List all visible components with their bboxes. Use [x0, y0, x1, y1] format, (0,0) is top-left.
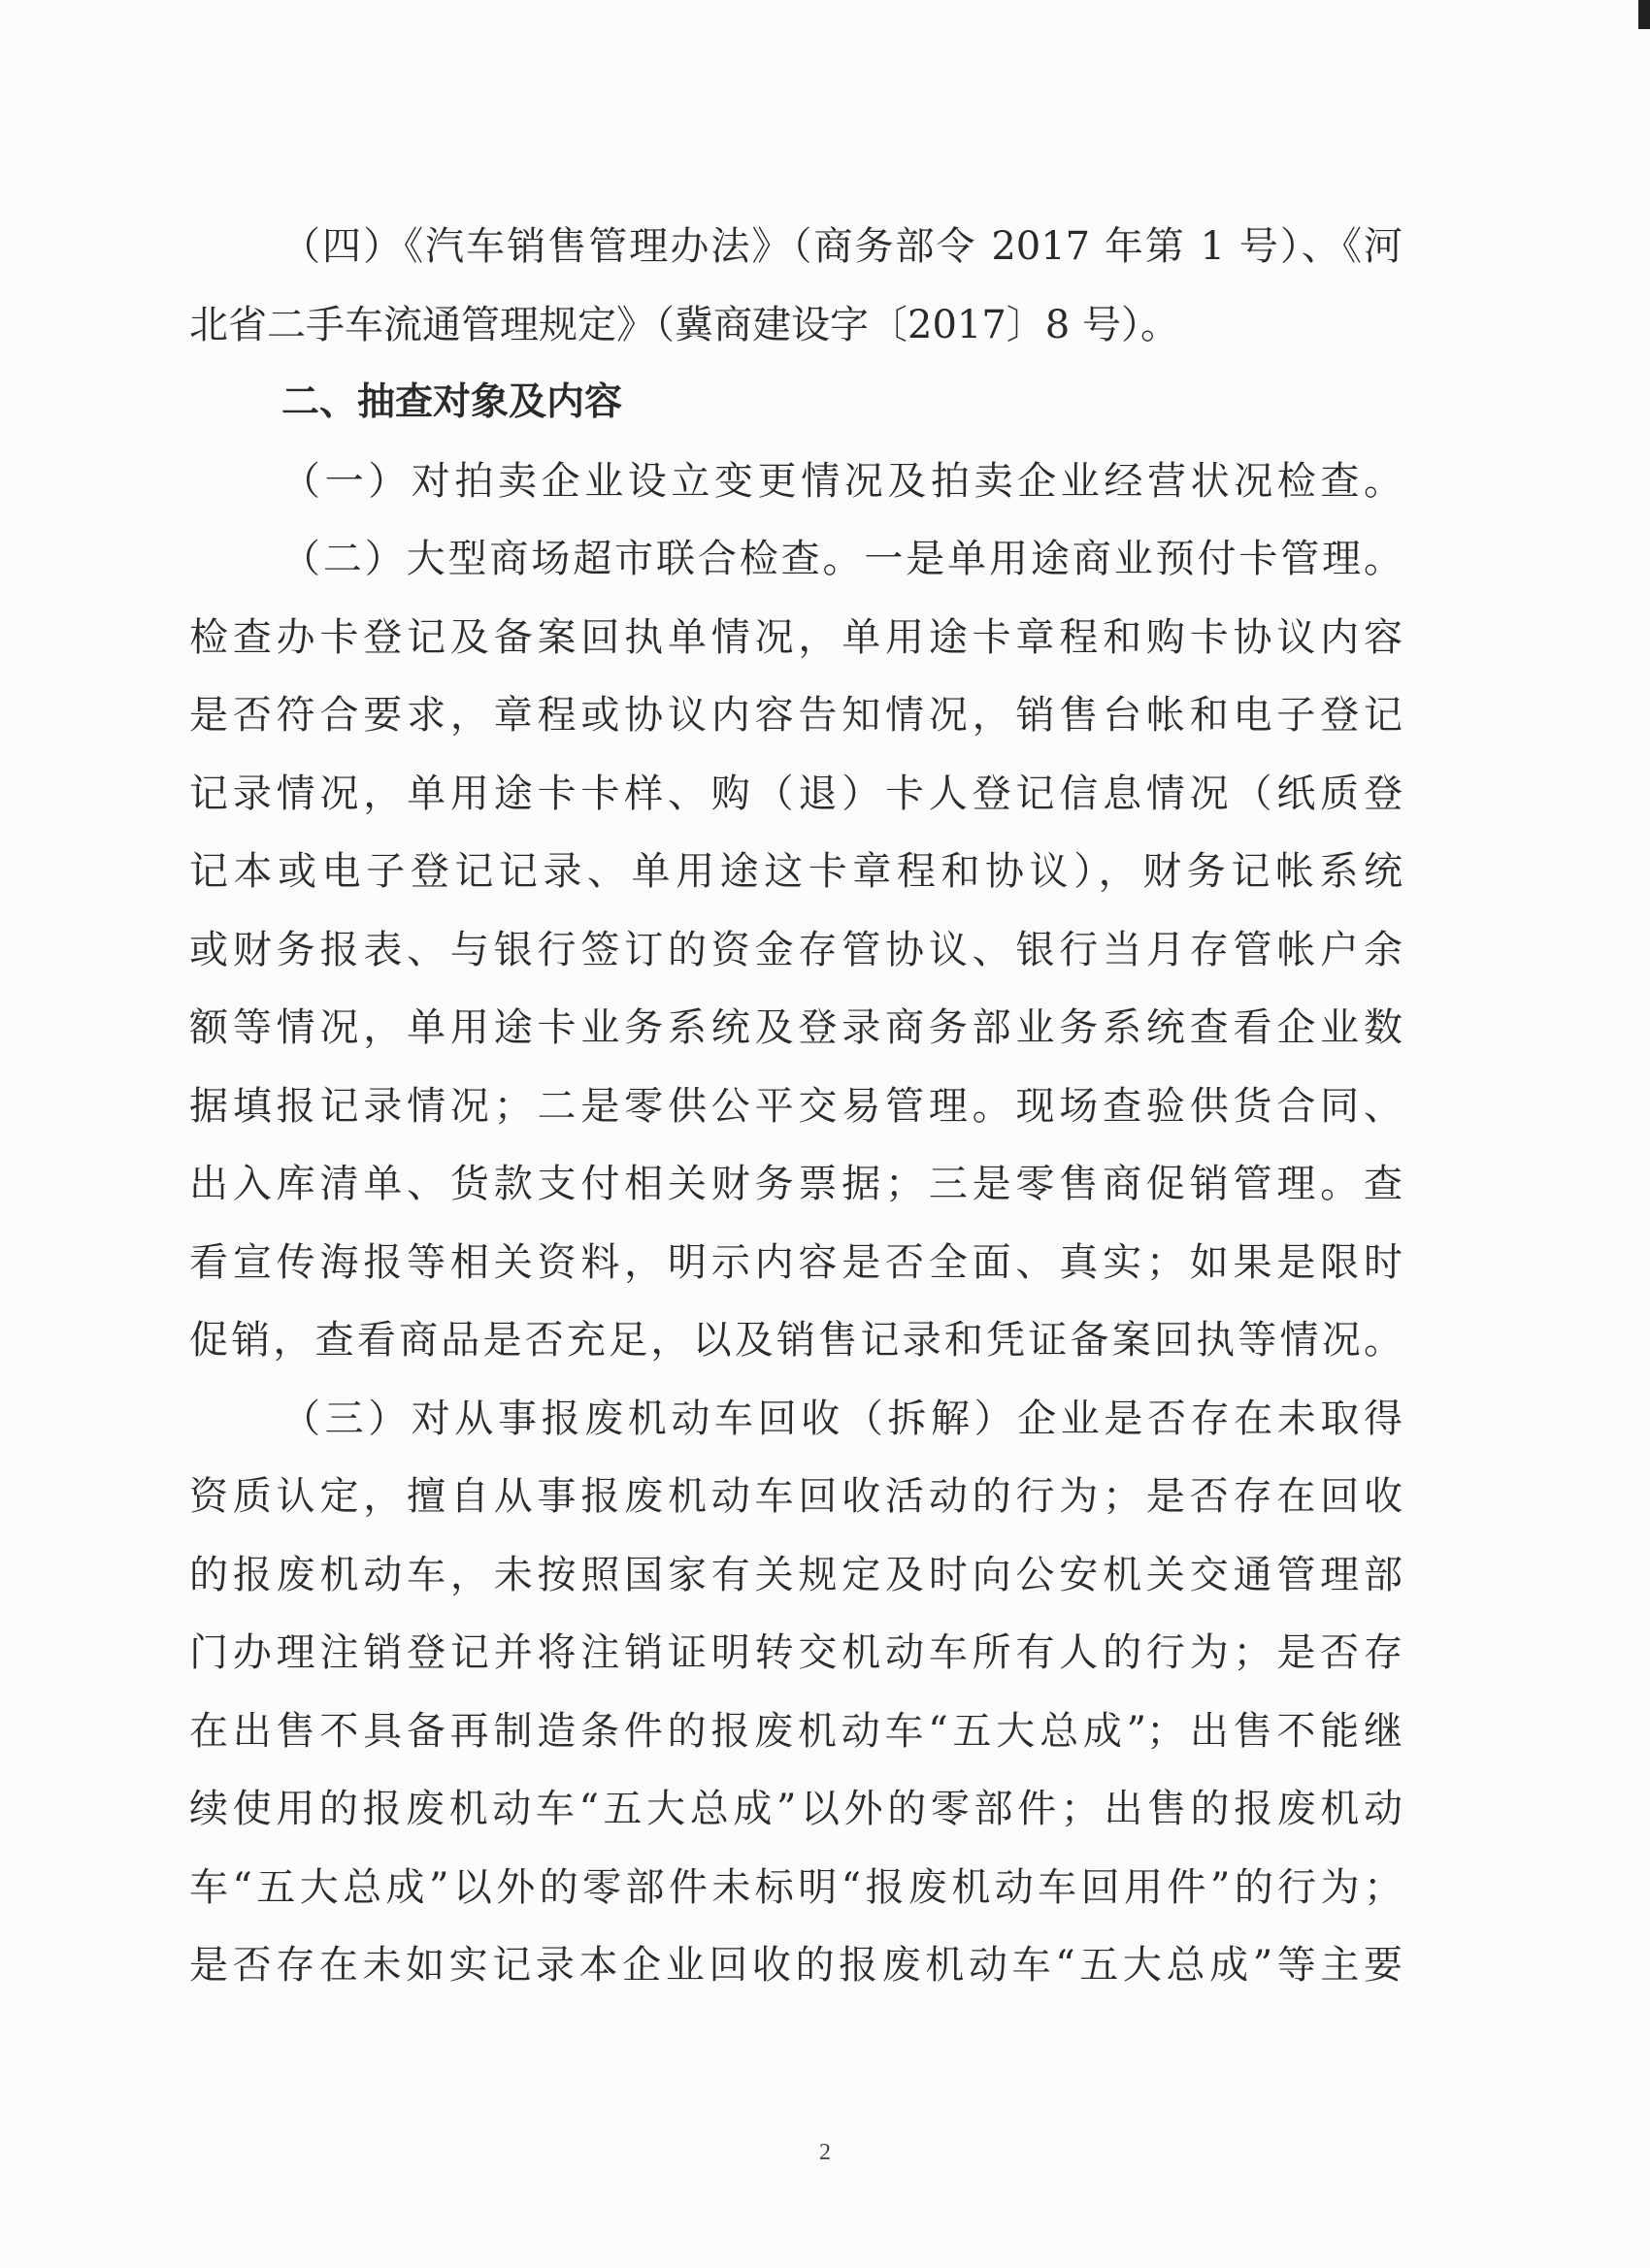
text-line: （三）对从事报废机动车回收（拆解）企业是否存在未取得	[281, 1396, 1402, 1441]
text-line: （一）对拍卖企业设立变更情况及拍卖企业经营状况检查。	[281, 458, 1402, 504]
page-number: 2	[819, 2140, 831, 2165]
text-line: 资质认定，擅自从事报废机动车回收活动的行为；是否存在回收	[189, 1474, 1402, 1519]
text-line: 门办理注销登记并将注销证明转交机动车所有人的行为；是否存	[189, 1630, 1402, 1675]
text-line: 据填报记录情况；二是零供公平交易管理。现场查验供货合同、	[189, 1083, 1402, 1129]
section-heading: 二、抽查对象及内容	[281, 380, 623, 424]
text-line: 看宣传海报等相关资料，明示内容是否全面、真实；如果是限时	[189, 1239, 1402, 1285]
text-line: 检查办卡登记及备案回执单情况，单用途卡章程和购卡协议内容	[189, 614, 1402, 660]
scan-edge-mark	[1638, 0, 1650, 29]
text-line: 促销，查看商品是否充足，以及销售记录和凭证备案回执等情况。	[189, 1318, 1402, 1363]
text-line: 是否存在未如实记录本企业回收的报废机动车“五大总成”等主要	[189, 1943, 1402, 1988]
text-line: 记本或电子登记记录、单用途这卡章程和协议），财务记帐系统	[189, 849, 1402, 894]
text-line: 北省二手车流通管理规定》（冀商建设字〔2017〕8 号）。	[189, 302, 1179, 347]
text-line: 的报废机动车，未按照国家有关规定及时向公安机关交通管理部	[189, 1552, 1402, 1597]
body-text	[189, 208, 1402, 2005]
text-line: 或财务报表、与银行签订的资金存管协议、银行当月存管帐户余	[189, 927, 1402, 972]
text-line: 额等情况，单用途卡业务系统及登录商务部业务系统查看企业数	[189, 1005, 1402, 1050]
text-line: 续使用的报废机动车“五大总成”以外的零部件；出售的报废机动	[189, 1787, 1402, 1831]
text-line: 记录情况，单用途卡卡样、购（退）卡人登记信息情况（纸质登	[189, 771, 1402, 816]
text-line: 车“五大总成”以外的零部件未标明“报废机动车回用件”的行为；	[189, 1864, 1402, 1910]
text-line: 在出售不具备再制造条件的报废机动车“五大总成”；出售不能继	[189, 1708, 1402, 1754]
text-line: （四）《汽车销售管理办法》（商务部令 2017 年第 1 号）、《河	[281, 224, 1402, 269]
text-line: （二）大型商场超市联合检查。一是单用途商业预付卡管理。	[281, 537, 1402, 581]
text-line: 出入库清单、货款支付相关财务票据；三是零售商促销管理。查	[189, 1162, 1402, 1206]
text-line: 是否符合要求，章程或协议内容告知情况，销售台帐和电子登记	[189, 693, 1402, 738]
